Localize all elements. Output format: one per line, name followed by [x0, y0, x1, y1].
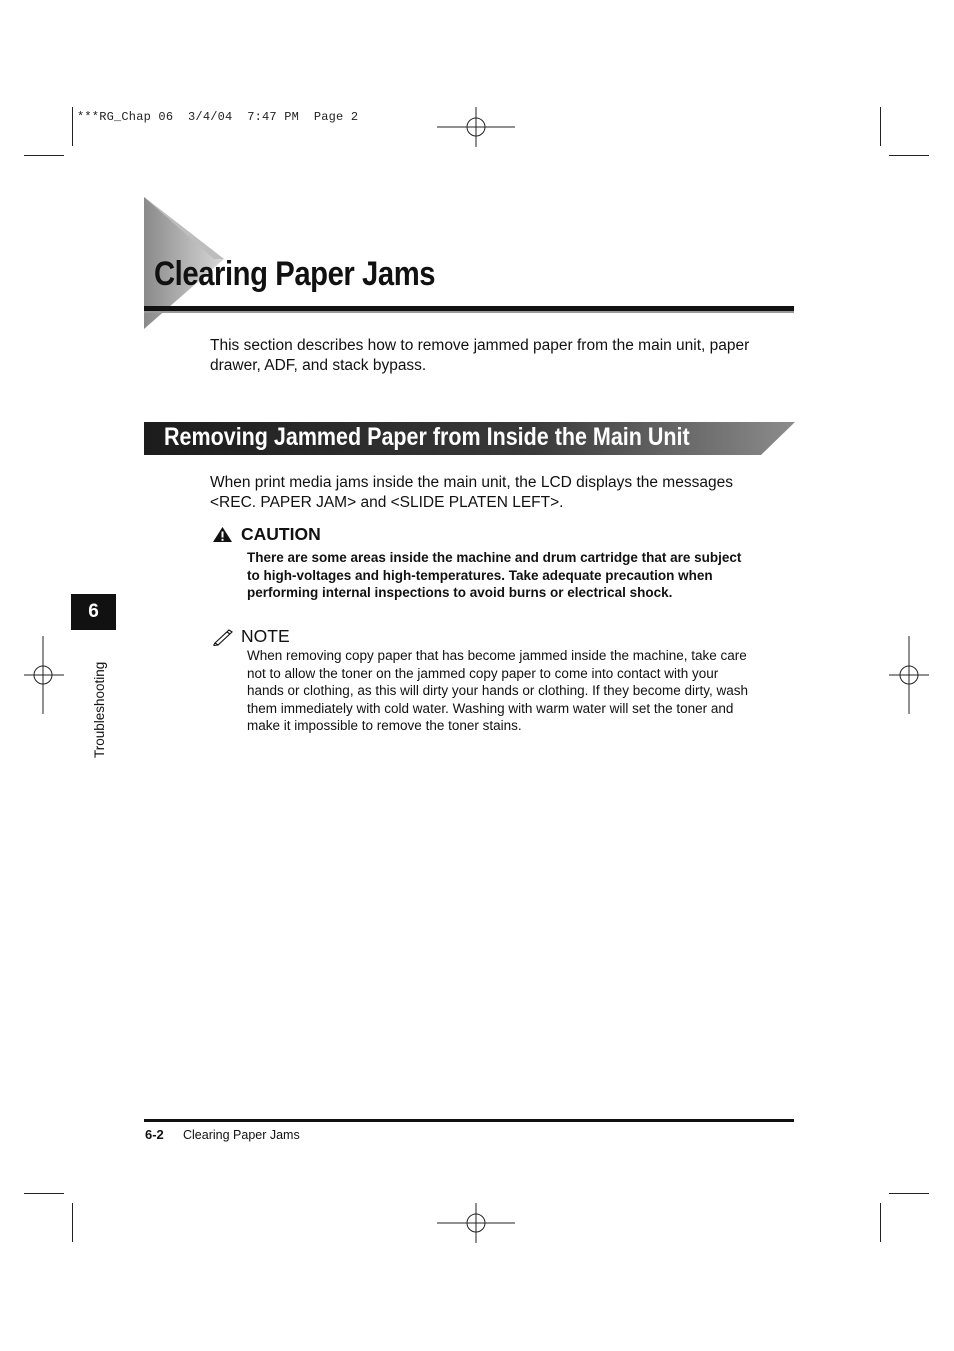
note-text [247, 647, 792, 735]
note-line: When removing copy paper that has become jammed inside the machine, take care [247, 648, 747, 663]
crop-mark [72, 107, 73, 146]
note-line: not to allow the toner on the jammed copy paper to come into contact with your [247, 665, 719, 681]
note-line: them immediately with cold water. Washing with warm water will set the toner and [247, 700, 734, 716]
footer-page-number: 6-2 [145, 1127, 164, 1142]
section-paragraph [210, 473, 790, 513]
caution-heading [212, 524, 321, 545]
section-paragraph-line: <REC. PAPER JAM> and <SLIDE PLATEN LEFT>. [210, 494, 564, 511]
chapter-title: Clearing Paper Jams [154, 255, 436, 293]
caution-line: performing internal inspections to avoid burns or electrical shock. [247, 585, 673, 600]
chapter-tab: 6 [71, 594, 116, 630]
caution-text [247, 549, 792, 602]
crop-mark [880, 1203, 881, 1242]
chapter-intro: This section describes how to remove jammed paper from the main unit, paper drawer, ADF, and stack bypass. [210, 337, 750, 374]
chapter-title-rule-shadow [144, 311, 794, 313]
section-paragraph-line: When print media jams inside the main unit, the LCD displays the messages [210, 474, 733, 491]
caution-line: to high-voltages and high-temperatures. Take adequate precaution when [247, 567, 713, 583]
chapter-side-label: Troubleshooting [92, 661, 107, 758]
note-line: hands or clothing, as this will dirty your hands or clothing. If they become dirty, wash [247, 683, 748, 698]
note-heading [212, 626, 290, 647]
footer-title: Clearing Paper Jams [183, 1128, 300, 1142]
registration-mark-bottom [437, 1203, 515, 1243]
pencil-icon [212, 628, 234, 646]
registration-mark-right [889, 636, 929, 714]
registration-mark-top [437, 107, 515, 147]
crop-mark [24, 155, 64, 156]
warning-triangle-icon [212, 526, 233, 543]
note-line: make it impossible to remove the toner stains. [247, 718, 522, 733]
crop-mark [889, 155, 929, 156]
print-slug: ***RG_Chap 06 3/4/04 7:47 PM Page 2 [77, 110, 359, 124]
caution-line: There are some areas inside the machine and drum cartridge that are subject [247, 550, 742, 565]
footer-rule [144, 1119, 794, 1122]
crop-mark [24, 1193, 64, 1194]
crop-mark [72, 1203, 73, 1242]
crop-mark [889, 1193, 929, 1194]
caution-label: CAUTION [241, 524, 321, 544]
crop-mark [880, 107, 881, 146]
section-title: Removing Jammed Paper from Inside the Main Unit [164, 423, 690, 451]
note-label: NOTE [241, 626, 290, 646]
registration-mark-left [24, 636, 64, 714]
